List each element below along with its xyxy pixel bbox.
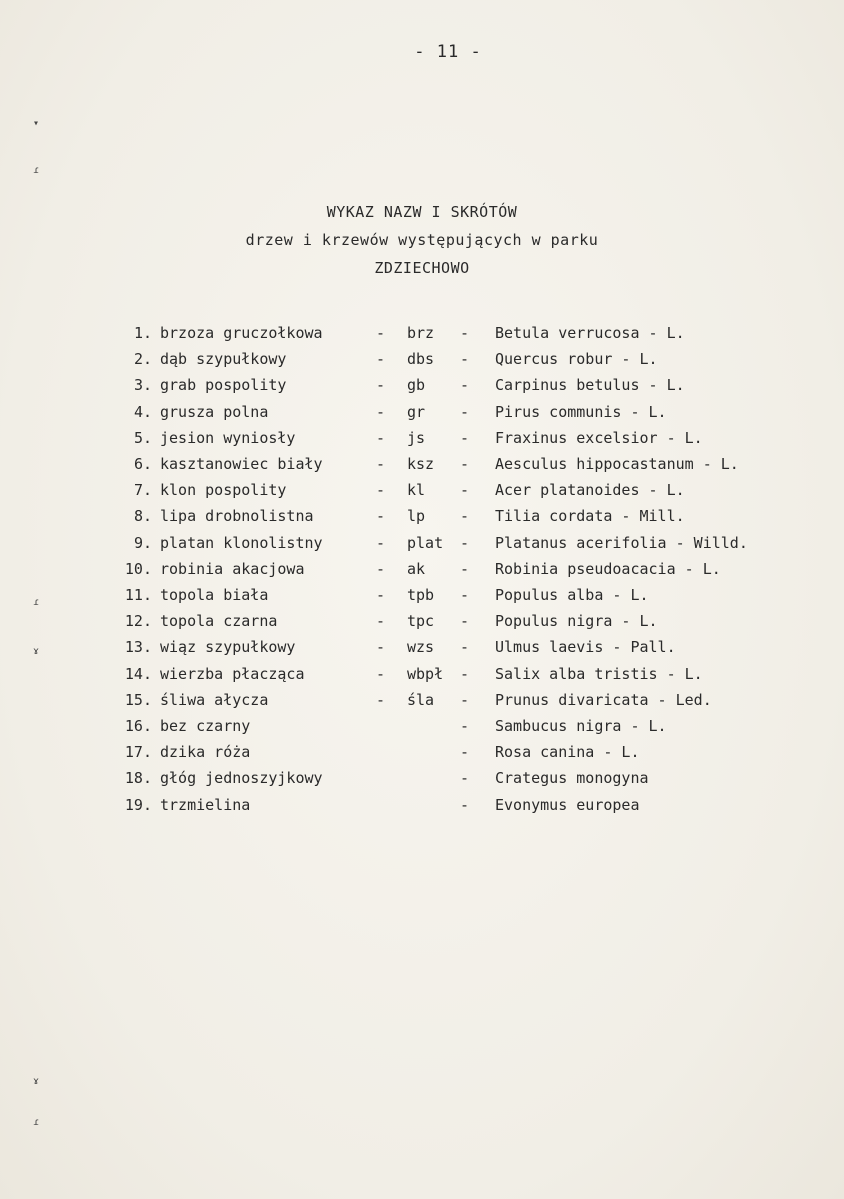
abbreviation: kl — [407, 481, 426, 500]
separator-dash: - — [460, 664, 470, 683]
polish-name: platan klonolistny — [160, 533, 323, 552]
separator-dash: - — [460, 638, 470, 657]
list-item — [0, 792, 844, 818]
polish-name: grusza polna — [160, 402, 269, 421]
separator-dash: - — [460, 795, 470, 814]
latin-name: Tilia cordata - Mill. — [495, 507, 685, 526]
margin-mark: ɤ — [33, 646, 40, 657]
separator-dash: - — [460, 717, 470, 735]
abbreviation: gb — [407, 376, 426, 395]
list-item — [0, 503, 844, 529]
item-number: 5. — [133, 428, 152, 447]
item-number: 14. — [124, 664, 152, 683]
list-item — [0, 739, 844, 765]
polish-name: dąb szypułkowy — [160, 350, 287, 369]
separator-dash: - — [376, 559, 386, 578]
abbreviation: plat — [407, 533, 444, 552]
separator-dash: - — [376, 350, 386, 369]
margin-mark: ɾ — [33, 597, 40, 608]
item-number: 12. — [124, 612, 152, 631]
polish-name: lipa drobnolistna — [160, 507, 314, 526]
latin-name: Rosa canina - L. — [495, 743, 640, 762]
margin-mark: ɾ — [33, 165, 40, 176]
separator-dash: - — [460, 481, 470, 500]
latin-name: Platanus acerifolia - Willd. — [495, 533, 748, 552]
latin-name: Populus nigra - L. — [495, 612, 658, 631]
list-item — [0, 556, 844, 582]
list-item — [0, 713, 844, 739]
separator-dash: - — [460, 402, 470, 421]
separator-dash: - — [376, 533, 386, 552]
latin-name: Fraxinus excelsior - L. — [495, 428, 703, 447]
separator-dash: - — [460, 533, 470, 552]
margin-mark: ▾ — [33, 118, 40, 129]
list-item — [0, 582, 844, 608]
separator-dash: - — [460, 586, 470, 604]
polish-name: robinia akacjowa — [160, 559, 305, 578]
abbreviation: brz — [407, 324, 435, 342]
polish-name: kasztanowiec biały — [160, 455, 323, 473]
polish-name: klon pospolity — [160, 481, 287, 500]
abbreviation: tpb — [407, 586, 435, 604]
polish-name: grab pospolity — [160, 376, 287, 395]
item-number: 4. — [133, 402, 152, 421]
item-number: 2. — [133, 350, 152, 369]
separator-dash: - — [460, 559, 470, 578]
item-number: 1. — [133, 324, 152, 342]
latin-name: Acer platanoides - L. — [495, 481, 685, 500]
item-number: 19. — [124, 795, 152, 814]
margin-mark: ɾ — [33, 1117, 40, 1128]
abbreviation: js — [407, 428, 426, 447]
polish-name: topola biała — [160, 586, 269, 604]
item-number: 13. — [124, 638, 152, 657]
item-number: 18. — [124, 769, 152, 788]
polish-name: topola czarna — [160, 612, 278, 631]
item-number: 7. — [133, 481, 152, 500]
separator-dash: - — [376, 507, 386, 526]
separator-dash: - — [460, 743, 470, 762]
separator-dash: - — [376, 455, 386, 473]
list-item — [0, 530, 844, 556]
list-subtitle: drzew i krzewów występujących w parku — [245, 231, 599, 249]
page-number: - 11 - — [414, 42, 482, 62]
abbreviation: śla — [407, 690, 435, 709]
margin-mark: ɤ — [33, 1076, 40, 1087]
polish-name: wierzba płacząca — [160, 664, 305, 683]
separator-dash: - — [376, 402, 386, 421]
park-name: ZDZIECHOWO — [374, 259, 470, 277]
item-number: 8. — [133, 507, 152, 526]
list-item — [0, 346, 844, 372]
item-number: 3. — [133, 376, 152, 395]
list-item — [0, 765, 844, 791]
separator-dash: - — [376, 664, 386, 683]
separator-dash: - — [376, 428, 386, 447]
separator-dash: - — [376, 376, 386, 395]
abbreviation: wbpł — [407, 664, 444, 683]
separator-dash: - — [460, 507, 470, 526]
separator-dash: - — [376, 586, 386, 604]
separator-dash: - — [460, 428, 470, 447]
abbreviation: ak — [407, 559, 426, 578]
item-number: 9. — [133, 533, 152, 552]
separator-dash: - — [376, 324, 386, 342]
latin-name: Carpinus betulus - L. — [495, 376, 685, 395]
item-number: 17. — [124, 743, 152, 762]
list-item — [0, 320, 844, 346]
polish-name: bez czarny — [160, 717, 251, 735]
latin-name: Populus alba - L. — [495, 586, 649, 604]
polish-name: głóg jednoszyjkowy — [160, 769, 323, 788]
list-item — [0, 687, 844, 713]
separator-dash: - — [376, 481, 386, 500]
separator-dash: - — [460, 769, 470, 788]
latin-name: Crategus monogyna — [495, 769, 649, 788]
list-item — [0, 425, 844, 451]
list-item — [0, 372, 844, 398]
abbreviation: gr — [407, 402, 426, 421]
latin-name: Ulmus laevis - Pall. — [495, 638, 676, 657]
separator-dash: - — [460, 612, 470, 631]
separator-dash: - — [460, 350, 470, 369]
latin-name: Aesculus hippocastanum - L. — [495, 455, 739, 473]
item-number: 15. — [124, 690, 152, 709]
latin-name: Robinia pseudoacacia - L. — [495, 559, 721, 578]
abbreviation: dbs — [407, 350, 435, 369]
abbreviation: tpc — [407, 612, 435, 631]
polish-name: śliwa ałycza — [160, 690, 269, 709]
polish-name: trzmielina — [160, 795, 251, 814]
list-item — [0, 451, 844, 477]
separator-dash: - — [376, 638, 386, 657]
abbreviation: lp — [407, 507, 426, 526]
separator-dash: - — [376, 612, 386, 631]
separator-dash: - — [376, 690, 386, 709]
abbreviation: ksz — [407, 455, 435, 473]
polish-name: brzoza gruczołkowa — [160, 324, 323, 342]
latin-name: Prunus divaricata - Led. — [495, 690, 712, 709]
list-item — [0, 608, 844, 634]
list-item — [0, 477, 844, 503]
separator-dash: - — [460, 324, 470, 342]
abbreviation: wzs — [407, 638, 435, 657]
list-title: WYKAZ NAZW I SKRÓTÓW — [326, 203, 518, 221]
polish-name: jesion wyniosły — [160, 428, 296, 447]
polish-name: dzika róża — [160, 743, 251, 762]
separator-dash: - — [460, 376, 470, 395]
latin-name: Betula verrucosa - L. — [495, 324, 685, 342]
item-number: 11. — [124, 586, 152, 604]
separator-dash: - — [460, 690, 470, 709]
polish-name: wiąz szypułkowy — [160, 638, 296, 657]
item-number: 10. — [124, 559, 152, 578]
latin-name: Pirus communis - L. — [495, 402, 667, 421]
latin-name: Quercus robur - L. — [495, 350, 658, 369]
latin-name: Sambucus nigra - L. — [495, 717, 667, 735]
separator-dash: - — [460, 455, 470, 473]
latin-name: Evonymus europea — [495, 795, 640, 814]
list-item — [0, 661, 844, 687]
item-number: 16. — [124, 717, 152, 735]
list-item — [0, 634, 844, 660]
latin-name: Salix alba tristis - L. — [495, 664, 703, 683]
list-item — [0, 399, 844, 425]
item-number: 6. — [133, 455, 152, 473]
